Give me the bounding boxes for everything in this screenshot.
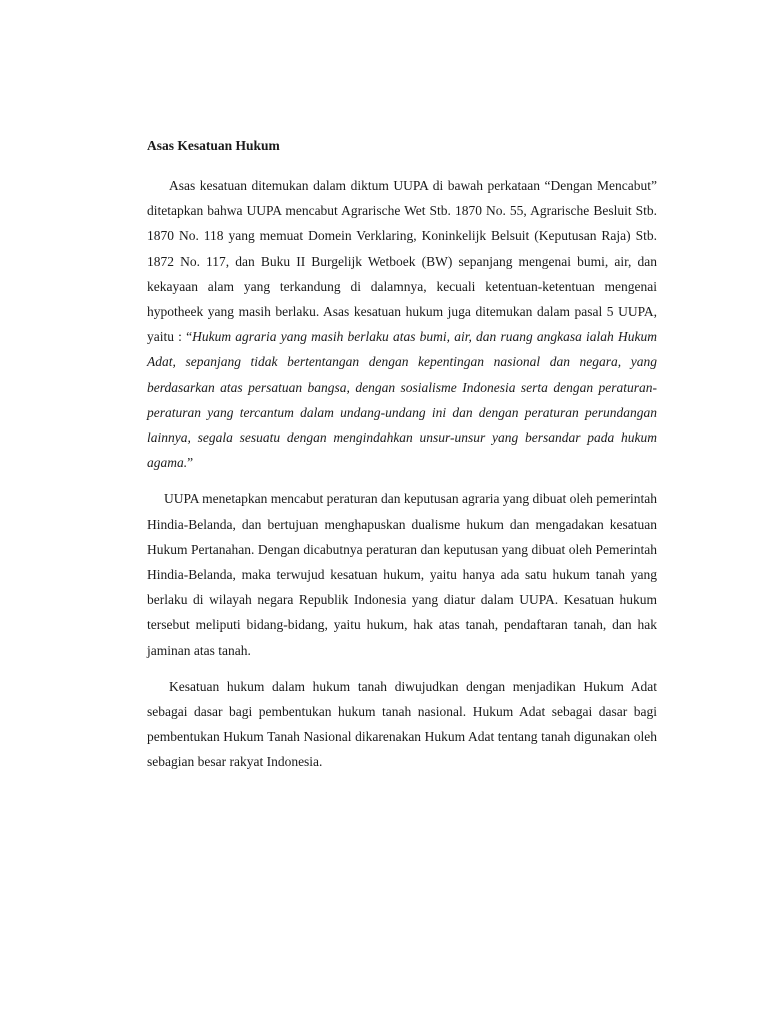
document-heading: Asas Kesatuan Hukum: [147, 138, 280, 153]
document-page: [147, 136, 657, 786]
paragraph-kesatuan-hukum-tanah: Kesatuan hukum dalam hukum tanah diwujudkan dengan menjadikan Hukum Adat sebagai dasar bagi pembentukan hukum tanah nasional. Hukum Adat sebagai dasar bagi pembentukan Hukum Tanah Nasional dikarenakan Hukum Adat tentang tanah digunakan oleh sebagian besar rakyat Indonesia.: [147, 678, 657, 770]
quote-closing: ”: [187, 455, 194, 471]
pasal-5-quote: Hukum agraria yang masih berlaku atas bumi, air, dan ruang angkasa ialah Hukum Adat, sepanjang tidak bertentangan dengan kepentingan nasional dan negara, yang berdasarkan atas persatuan bangsa, dengan sosialisme Indonesia serta dengan peraturan-peraturan yang tercantum dalam undang-undang ini dan dengan peraturan perundangan lainnya, segala sesuatu dengan mengindahkan unsur-unsur yang bersandar pada hukum agama.: [147, 329, 657, 471]
paragraph-asas-kesatuan: [147, 173, 657, 475]
paragraph-1-text: Asas kesatuan ditemukan dalam diktum UUPA di bawah perkataan “Dengan Mencabut” ditetapkan bahwa UUPA mencabut Agrarische Wet Stb. 1870 No. 55, Agrarische Besluit Stb. 1870 No. 118 yang memuat Domein Verklaring, Koninkelijk Belsuit (Keputusan Raja) Stb. 1872 No. 117, dan Buku II Burgelijk Wetboek (BW) sepanjang mengenai bumi, air, dan kekayaan alam yang terkandung di dalamnya, kecuali ketentuan-ketentuan mengenai hypotheek yang masih berlaku. Asas kesatuan hukum juga ditemukan dalam pasal 5 UUPA, yaitu : “: [147, 178, 657, 345]
paragraph-uupa-menetapkan: UUPA menetapkan mencabut peraturan dan keputusan agraria yang dibuat oleh pemerintah Hindia-Belanda, dan bertujuan menghapuskan dualisme hukum dan mengadakan kesatuan Hukum Pertanahan. Dengan dicabutnya peraturan dan keputusan yang dibuat oleh Pemerintah Hindia-Belanda, maka terwujud kesatuan hukum, yaitu hanya ada satu hukum tanah yang berlaku di wilayah negara Republik Indonesia yang diatur dalam UUPA. Kesatuan hukum tersebut meliputi bidang-bidang, yaitu hukum, hak atas tanah, pendaftaran tanah, dan hak jaminan atas tanah.: [147, 491, 657, 658]
